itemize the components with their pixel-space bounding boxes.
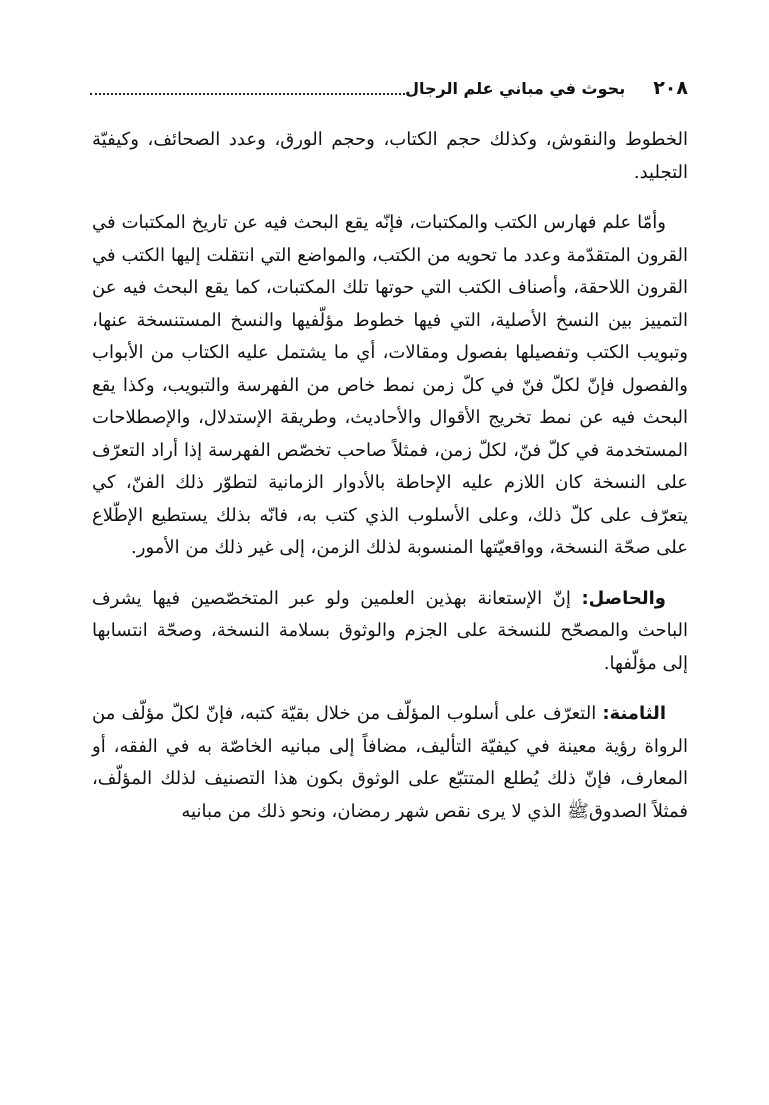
paragraph-conclusion: [92, 583, 688, 681]
page-body: [92, 124, 688, 828]
header-dotted-leader: [90, 93, 405, 95]
running-title: بحوث في مباني علم الرجال: [405, 78, 626, 98]
paragraph-catalog-science: وأمّا علم فهارس الكتب والمكتبات، فإنّه يقع البحث فيه عن تاريخ المكتبات في القرون المتقدّمة وعدد ما تحويه من الكتب، والمواضع التي انتقلت إليها الكتب في القرون اللاحقة، وأصناف الكتب التي حوتها تلك المكتبات، كما يقع البحث فيه عن التمييز بين النسخ الأصلية، التي فيها خطوط مؤلّفيها والنسخ المستنسخة عنها، وتبويب الكتب وتفصيلها بفصول ومقالات، أي ما يشتمل عليه الكتاب من الأبواب والفصول فإنّ لكلّ فنّ في كلّ زمن نمط خاص من الفهرسة والتبويب، وكذا يقع البحث فيه عن نمط تخريج الأقوال والأحاديث، وطريقة الإستدلال، والإصطلاحات المستخدمة في كلّ فنّ، لكلّ زمن، فمثلاً صاحب تخصّص الفهرسة إذا أراد التعرّف على النسخة كان اللازم عليه الإحاطة بالأدوار الزمانية لتطوّر ذلك الفنّ، كي يتعرّف على كلّ ذلك، وعلى الأسلوب الذي كتب به، فانّه بذلك يستطيع الإطّلاع على صحّة النسخة، وواقعيّتها المنسوبة لذلك الزمن، إلى غير ذلك من الأمور.: [92, 212, 688, 558]
conclusion-lead: والحاصل:: [581, 587, 666, 609]
paragraph-eighth: [92, 698, 688, 828]
paragraph-gap: [92, 565, 688, 583]
paragraph-continuation: الخطوط والنقوش، وكذلك حجم الكتاب، وحجم الورق، وعدد الصحائف، وكيفيّة التجليد.: [92, 129, 689, 183]
paragraph-gap: [92, 189, 688, 207]
page-header: [90, 68, 688, 108]
eighth-text: التعرّف على أسلوب المؤلّف من خلال بقيّة كتبه، فإنّ لكلّ مؤلّف من الرواة رؤية معينة في كيفيّة التأليف، مضافاً إلى مبانيه الخاصّة به في الفقه، أو المعارف، فإنّ ذلك يُطلع المتتبّع على الوثوق بكون هذا التصنيف لذلك المؤلّف، فمثلاً الصدوق‌ﷺ الذي لا يرى نقص شهر رمضان، ونحو ذلك من مبانيه: [92, 703, 688, 822]
conclusion-text: إنّ الإستعانة بهذين العلمين ولو عبر المتخصّصين فيها يشرف الباحث والمصحّح للنسخة على الجزم والوثوق بسلامة النسخة، وصحّة انتسابها إلى مؤلّفها.: [92, 587, 689, 674]
eighth-lead: الثامنة:: [602, 703, 666, 724]
page-number: ٢٠٨: [653, 77, 688, 99]
paragraph-gap: [92, 680, 688, 698]
